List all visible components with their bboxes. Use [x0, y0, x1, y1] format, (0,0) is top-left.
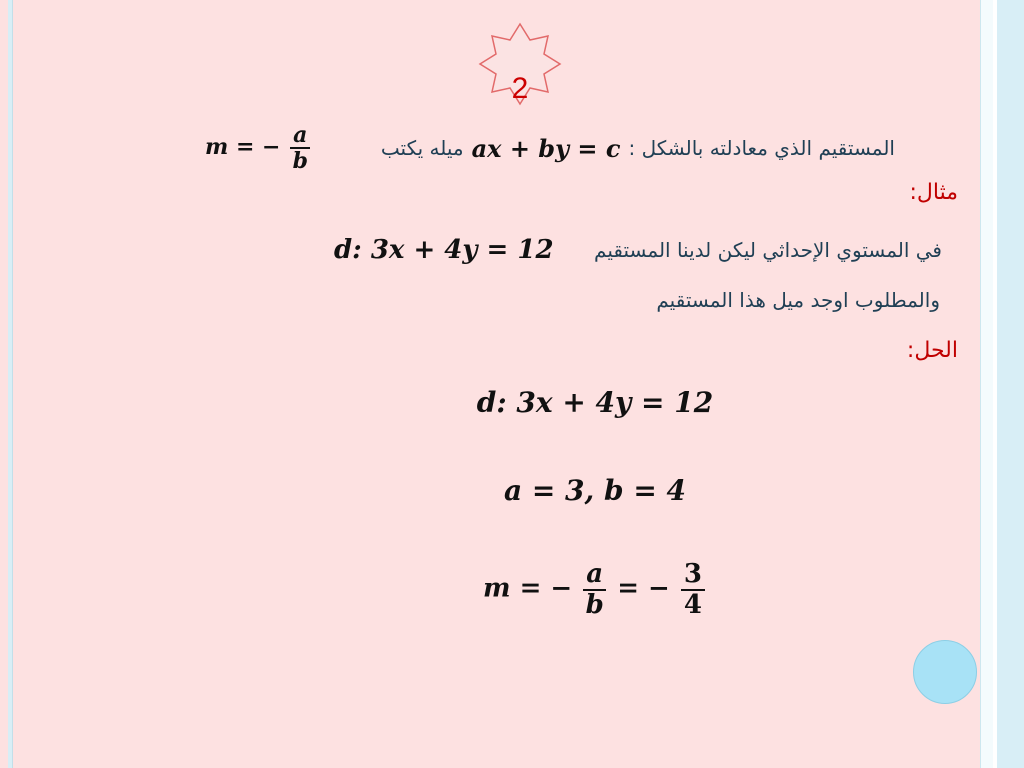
example-statement-line	[334, 230, 942, 270]
rule-text	[381, 134, 895, 163]
rule-text-before: المستقيم الذي معادلته بالشكل :	[628, 136, 895, 160]
slide-number: 2	[511, 72, 529, 105]
decorative-circle	[913, 640, 977, 704]
example-equation: d: 3x + 4y = 12	[334, 235, 554, 265]
solution-label: الحل:	[906, 338, 958, 363]
solution-equation-line: d: 3x + 4y = 12	[476, 386, 714, 419]
slope-formula-lhs: m = −	[205, 134, 281, 160]
slope-result-fraction-ab: $\frac{a}{b}$	[583, 560, 606, 619]
left-border-stripe	[8, 0, 13, 768]
rule-text-after: ميله يكتب	[380, 136, 464, 160]
example-label: مثال:	[909, 180, 958, 205]
slope-formula	[205, 123, 312, 173]
general-line-equation: ax + by = c	[471, 133, 621, 163]
right-border-stripe	[997, 0, 1024, 768]
slope-fraction-numerator: a	[290, 123, 310, 149]
solution-coefficients: a = 3, b = 4	[503, 474, 687, 507]
slope-result-mid: = −	[617, 573, 670, 604]
example-question: والمطلوب اوجد ميل هذا المستقيم	[656, 288, 940, 312]
slope-result-fraction-value: $\frac{3}{4}$	[681, 560, 705, 619]
right-border-band	[980, 0, 993, 768]
solution-slope-result	[0, 560, 1024, 619]
slope-result-lhs: m = −	[483, 573, 573, 604]
slope-fraction	[290, 123, 310, 173]
slope-rule-line	[205, 118, 895, 178]
slope-fraction-denominator: b	[292, 148, 308, 174]
example-text: في المستوي الإحداثي ليكن لدينا المستقيم	[594, 238, 942, 262]
